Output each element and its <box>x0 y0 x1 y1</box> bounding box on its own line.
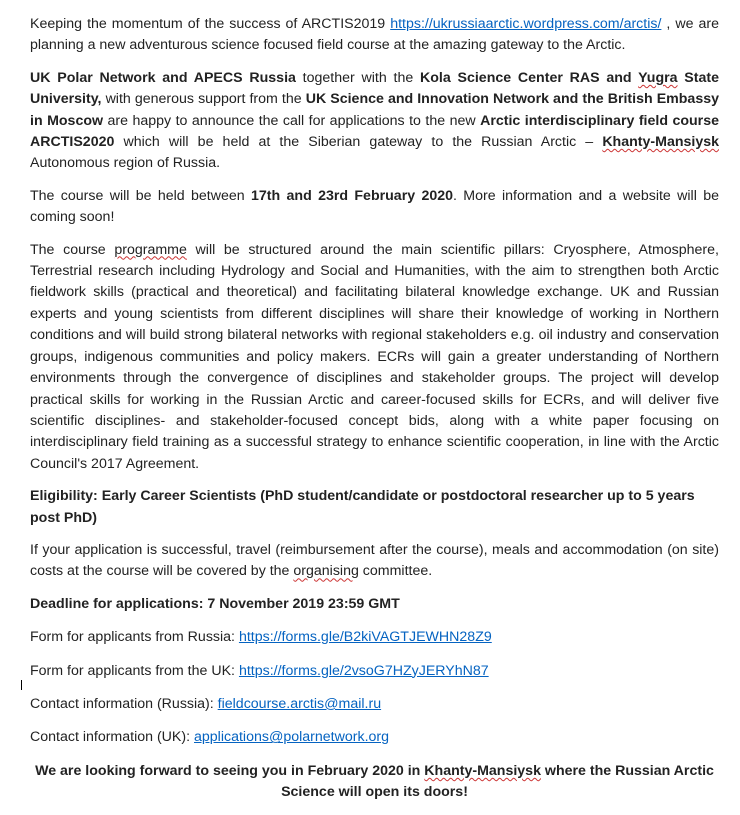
partner-yugra-misspelled: Yugra <box>638 69 678 86</box>
closing-place-misspelled: Khanty-Mansiysk <box>424 762 541 779</box>
dates-text: The course will be held between <box>30 187 252 204</box>
partner-uk-polar-network: UK Polar Network and APECS Russia <box>30 69 296 86</box>
partner-uk-science: UK Science and Innovation Network and the British Embassy in Moscow <box>30 91 719 129</box>
contact-russia-email-link[interactable]: fieldcourse.arctis@mail.ru <box>217 695 382 712</box>
intro-paragraph <box>30 14 719 57</box>
costs-text: If your application is successful, travel (reimbursement after the course), meals and accommodation (on site) costs at the course will be covered by the <box>30 541 719 580</box>
closing-paragraph <box>30 761 719 804</box>
contact-russia-label: Contact information (Russia): <box>30 695 218 712</box>
contact-russia-paragraph <box>30 694 719 715</box>
contact-uk-paragraph <box>30 727 719 748</box>
form-russia-paragraph <box>30 627 719 648</box>
partners-text: together with the <box>295 69 420 86</box>
eligibility-text: Eligibility: Early Career Scientists (PhD student/candidate or postdoctoral researcher up to 5 years post PhD) <box>30 488 695 526</box>
form-uk-link[interactable]: https://forms.gle/2vsoG7HZyJERYhN87 <box>238 662 489 679</box>
partner-kola: Kola Science Center RAS and <box>420 69 639 86</box>
programme-text: The course <box>30 241 115 258</box>
programme-text-body: will be structured around the main scientific pillars: Cryosphere, Atmosphere, Terrestrial research including Hydrology and Social and Humanities, with the aim to strengthen both Arctic fieldwork skills (practical and theoretical) and facilitating bilateral knowledge exchange. UK and Russian experts and young scientists from different disciplines will share their knowledge of working in Northern conditions and will build strong bilateral networks with regional stakeholders e.g. oil industry and conservation groups, indigenous communities and policy makers. ECRs will gain a greater understanding of Northern environments through the convergence of disciplines and stakeholder groups. The project will develop practical skills for working in the Russian Arctic and career-focused skills for ECRs, and will deliver five scientific disciplines- and stakeholder-focused concept bids, along with a white paper focusing on interdisciplinary field training as a successful strategy to enhance scientific cooperation, in line with the Arctic Council's 2017 Agreement. <box>30 241 719 472</box>
dates-paragraph <box>30 186 719 229</box>
closing-text-end: where the Russian Arctic Science will open its doors! <box>281 762 714 801</box>
contact-uk-label: Contact information (UK): <box>30 729 195 746</box>
location-name: Khanty-Mansiysk <box>602 134 719 151</box>
partners-paragraph <box>30 68 719 175</box>
deadline-text: Deadline for applications: 7 November 2019 23:59 GMT <box>30 595 400 612</box>
programme-word-misspelled: programme <box>114 241 187 258</box>
intro-text: Keeping the momentum of the success of ARCTIS2019 <box>30 16 391 32</box>
text-cursor <box>21 680 22 690</box>
closing-text: We are looking forward to seeing you in February 2020 in <box>35 762 425 779</box>
dates-text-end: . More information and a website will be coming soon! <box>30 187 719 226</box>
partners-text: with generous support from the <box>101 91 306 108</box>
form-russia-link[interactable]: https://forms.gle/B2kiVAGTJEWHN28Z9 <box>238 629 492 646</box>
deadline-paragraph <box>30 594 719 615</box>
form-uk-label: Form for applicants from the UK: <box>30 662 239 679</box>
intro-text-end: , we are planning a new adventurous science focused field course at the amazing gateway to the Arctic. <box>30 16 719 54</box>
costs-paragraph <box>30 540 719 583</box>
organising-word-misspelled: organising <box>293 563 359 580</box>
arctis2019-link[interactable]: https://ukrussiaarctic.wordpress.com/arctis/ <box>390 16 662 32</box>
partners-text: Autonomous region of Russia. <box>30 155 221 172</box>
course-dates: 17th and 23rd February 2020 <box>251 187 454 204</box>
partner-university: State University, <box>30 69 719 108</box>
partners-text: are happy to announce the call for applications to the new <box>103 112 481 129</box>
eligibility-paragraph <box>30 486 719 529</box>
costs-text-end: committee. <box>358 563 433 580</box>
partners-text: which will be held at the Siberian gateway to the Russian Arctic – <box>114 134 603 151</box>
programme-paragraph <box>30 240 719 475</box>
document-body <box>30 14 719 815</box>
form-russia-label: Form for applicants from Russia: <box>30 629 239 646</box>
course-name: Arctic interdisciplinary field course ARCTIS2020 <box>30 112 719 151</box>
contact-uk-email-link[interactable]: applications@polarnetwork.org <box>194 729 390 746</box>
form-uk-paragraph <box>30 661 719 682</box>
